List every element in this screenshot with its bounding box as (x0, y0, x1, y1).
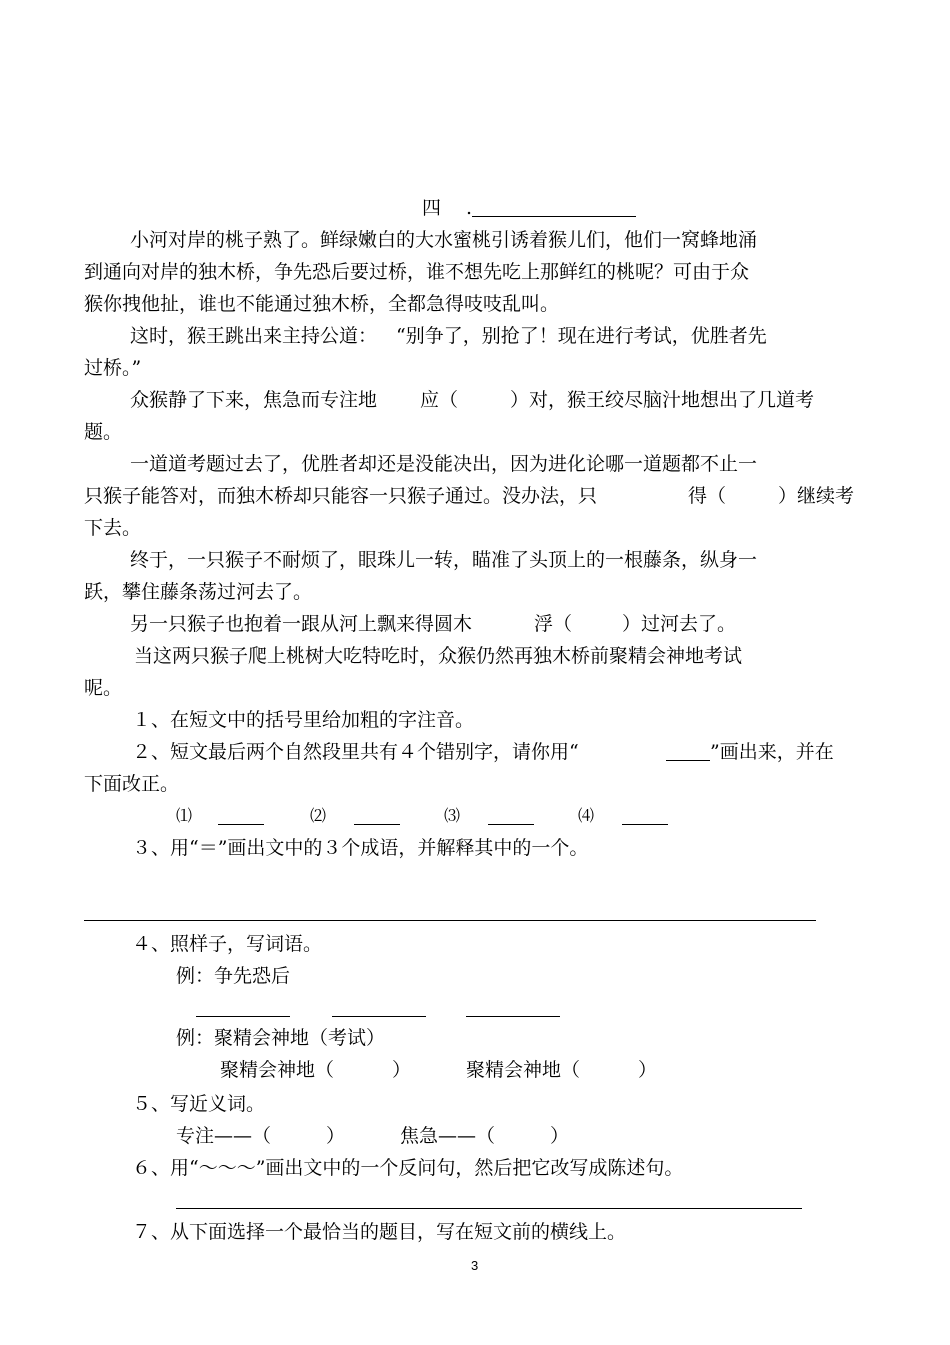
answer-blank-q4a[interactable] (196, 1016, 290, 1017)
answer-line-q3[interactable] (84, 920, 816, 921)
answer-label-4: ⑷ (578, 806, 595, 825)
fill-item-2: 聚精会神地（ (466, 1059, 581, 1081)
answer-label-2: ⑵ (310, 806, 327, 825)
synonym-item-2-close: ） (550, 1125, 570, 1147)
passage-line: 终于，一只猴子不耐烦了，眼珠儿一转，瞄准了头顶上的一根藤条，纵身一 (130, 549, 758, 571)
passage-line: 当这两只猴子爬上桃树大吃特吃时，众猴仍然再独木桥前聚精会神地考试 (134, 645, 743, 667)
answer-blank-q4c[interactable] (466, 1016, 560, 1017)
example-1: 例：争先恐后 (176, 965, 291, 987)
passage-line: ）对，猴王绞尽脑汁地想出了几道考 (510, 389, 815, 411)
passage-line: 得（ (688, 485, 727, 507)
passage-line: 另一只猴子也抱着一跟从河上飘来得圆木 (130, 613, 473, 635)
answer-blank-1[interactable] (218, 824, 264, 825)
passage-line: 跃，攀住藤条荡过河去了。 (84, 581, 313, 603)
passage-line: 呢。 (84, 677, 123, 699)
title-blank (472, 216, 636, 217)
passage-line: 题。 (84, 421, 123, 443)
answer-blank-q4b[interactable] (332, 1016, 426, 1017)
question-2-cont: 下面改正。 (84, 773, 180, 795)
passage-line: 过桥。” (84, 357, 142, 379)
fill-item-2-close: ） (638, 1059, 658, 1081)
passage-line: “别争了，别抢了！现在进行考试，优胜者先 (396, 325, 767, 347)
synonym-item-1-close: ） (326, 1125, 346, 1147)
passage-line: 小河对岸的桃子熟了。鲜绿嫩白的大水蜜桃引诱着猴儿们，他们一窝蜂地涌 (130, 229, 758, 251)
passage-line: 下去。 (84, 517, 142, 539)
answer-line-q6[interactable] (176, 1208, 802, 1209)
example-2: 例：聚精会神地（考试） (176, 1027, 386, 1049)
passage-line: 只猴子能答对，而独木桥却只能容一只猴子通过。没办法，只 (84, 485, 598, 507)
fill-item-1-close: ） (392, 1059, 412, 1081)
synonym-item-2: 焦急——（ (400, 1125, 496, 1147)
fill-item-1: 聚精会神地（ (220, 1059, 335, 1081)
passage-line: ）过河去了。 (622, 613, 737, 635)
passage-line: 一道道考题过去了，优胜者却还是没能决出，因为进化论哪一道题都不止一 (130, 453, 758, 475)
question-4: ４、照样子，写词语。 (132, 933, 323, 955)
answer-label-1: ⑴ (176, 806, 193, 825)
answer-blank-4[interactable] (622, 824, 668, 825)
passage-line: 众猴静了下来，焦急而专注地 (130, 389, 378, 411)
answer-blank-3[interactable] (488, 824, 534, 825)
question-6: ６、用“～～～”画出文中的一个反问句，然后把它改写成陈述句。 (132, 1157, 684, 1179)
passage-line: ）继续考 (778, 485, 855, 507)
question-5: ５、写近义词。 (132, 1093, 266, 1115)
passage-line: 到通向对岸的独木桥，争先恐后要过桥，谁不想先吃上那鲜红的桃呢？可由于众 (84, 261, 750, 283)
passage-line: 猴你拽他扯，谁也不能通过独木桥，全都急得吱吱乱叫。 (84, 293, 560, 315)
question-2-cont: ”画出来，并在 (710, 741, 834, 763)
passage-line: 这时，猴王跳出来主持公道： (130, 325, 378, 347)
question-2: ２、短文最后两个自然段里共有４个错别字，请你用“ (132, 741, 579, 763)
answer-label-3: ⑶ (444, 806, 461, 825)
question-7: ７、从下面选择一个最恰当的题目，写在短文前的横线上。 (132, 1221, 627, 1243)
title-dot: . (466, 197, 473, 219)
synonym-item-1: 专注——（ (176, 1125, 272, 1147)
passage-line: 浮（ (534, 613, 573, 635)
passage-line: 应（ (420, 389, 459, 411)
answer-blank-2[interactable] (354, 824, 400, 825)
underline-sample (666, 760, 710, 761)
question-3: ３、用“＝”画出文中的３个成语，并解释其中的一个。 (132, 837, 589, 859)
page-number: 3 (471, 1258, 479, 1273)
section-number: 四 (422, 197, 442, 219)
question-1: １、在短文中的括号里给加粗的字注音。 (132, 709, 475, 731)
